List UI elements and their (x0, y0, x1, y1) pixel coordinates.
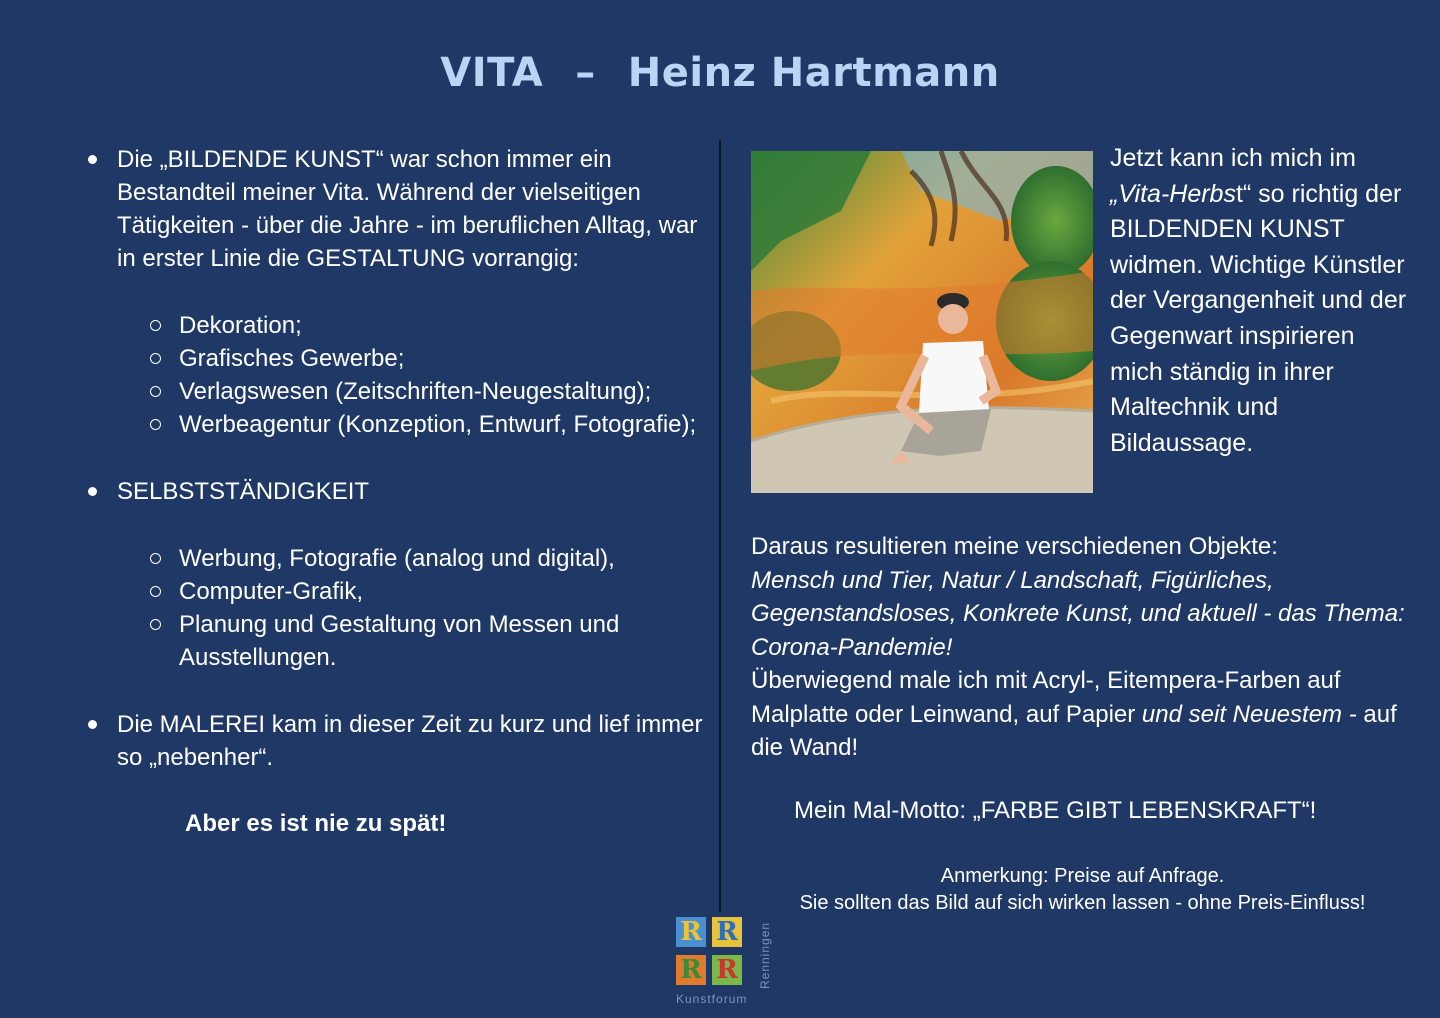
intro-rest: t“ so richtig der BILDENDEN KUNST widmen. Wichtige Künstler der Vergangenheit und der Gegenwart inspirieren mich ständig in ihrer Maltechnik und Bildaussage. (1110, 179, 1407, 457)
left-column (84, 143, 704, 840)
objects-list: Mensch und Tier, Natur / Landschaft, Figürliches, Gegenstandsloses, Konkrete Kunst, und aktuell - das Thema: Corona-Pandemie! (751, 566, 1405, 661)
list-item: Verlagswesen (Zeitschriften-Neugestaltung); (84, 375, 704, 408)
list-item: Grafisches Gewerbe; (84, 342, 704, 375)
price-note (780, 863, 1385, 917)
logo-vertical-text: Renningen (758, 921, 772, 989)
note-line-1: Anmerkung: Preise auf Anfrage. (940, 865, 1225, 887)
objects-intro: Daraus resultieren meine verschiedenen Objekte: (751, 533, 1278, 560)
logo-tile (712, 917, 742, 947)
bullet-bildende-kunst: Die „BILDENDE KUNST“ war schon immer ein Bestandteil meiner Vita. Während der vielseitigen Tätigkeiten - über die Jahre - im beruflichen Alltag, war in erster Linie die GESTALTUNG vorrangig: (84, 143, 704, 275)
title-vita: VITA (440, 50, 544, 96)
objects-paragraph (751, 530, 1411, 765)
list-item: Dekoration; (84, 309, 704, 342)
technique-text (751, 664, 1411, 765)
motto: Mein Mal-Motto: „FARBE GIBT LEBENSKRAFT“! (794, 797, 1317, 824)
logo-letter: R (680, 955, 702, 985)
intro-line: Jetzt kann ich mich im (1110, 144, 1356, 172)
logo-tile (712, 955, 742, 985)
kunstforum-logo (674, 915, 774, 1015)
technique-italic: und seit Neuestem - (1141, 700, 1357, 728)
note-line-2: Sie sollten das Bild auf sich wirken lassen - ohne Preis-Einfluss! (799, 892, 1366, 914)
list-item: Werbung, Fotografie (analog und digital), (84, 542, 704, 575)
list-item: Computer-Grafik, (84, 575, 704, 608)
title-dash: – (575, 50, 596, 96)
logo-caption: Kunstforum (676, 992, 748, 1006)
artist-photo (751, 151, 1093, 493)
sublist-selbststaendigkeit (84, 542, 704, 674)
logo-letter: R (716, 955, 738, 985)
page-title (0, 50, 1440, 96)
sublist-gestaltung (84, 309, 704, 441)
logo-letter: R (680, 917, 702, 947)
column-divider (719, 140, 721, 912)
technique-main: Überwiegend male ich mit Acryl-, Eitempera-Farben auf Malplatte oder Leinwand, auf Papier (751, 667, 1341, 728)
technique-end: auf die Wand! (751, 700, 1397, 761)
logo-letter: R (716, 917, 738, 947)
vita-herbst-text: „Vita-Herbs (1110, 179, 1236, 208)
title-name: Heinz Hartmann (627, 50, 1000, 96)
list-item: Werbeagentur (Konzeption, Entwurf, Fotografie); (84, 408, 704, 441)
closing-statement: Aber es ist nie zu spät! (185, 810, 447, 837)
bullet-selbststaendigkeit: SELBSTSTÄNDIGKEIT (84, 475, 704, 508)
logo-tile (676, 955, 706, 985)
intro-paragraph (1110, 141, 1410, 461)
bullet-malerei: Die MALEREI kam in dieser Zeit zu kurz und lief immer so „nebenher“. (84, 708, 704, 774)
logo-tile (676, 917, 706, 947)
mural-painting-image (751, 151, 1093, 493)
list-item: Planung und Gestaltung von Messen und Ausstellungen. (84, 608, 704, 674)
